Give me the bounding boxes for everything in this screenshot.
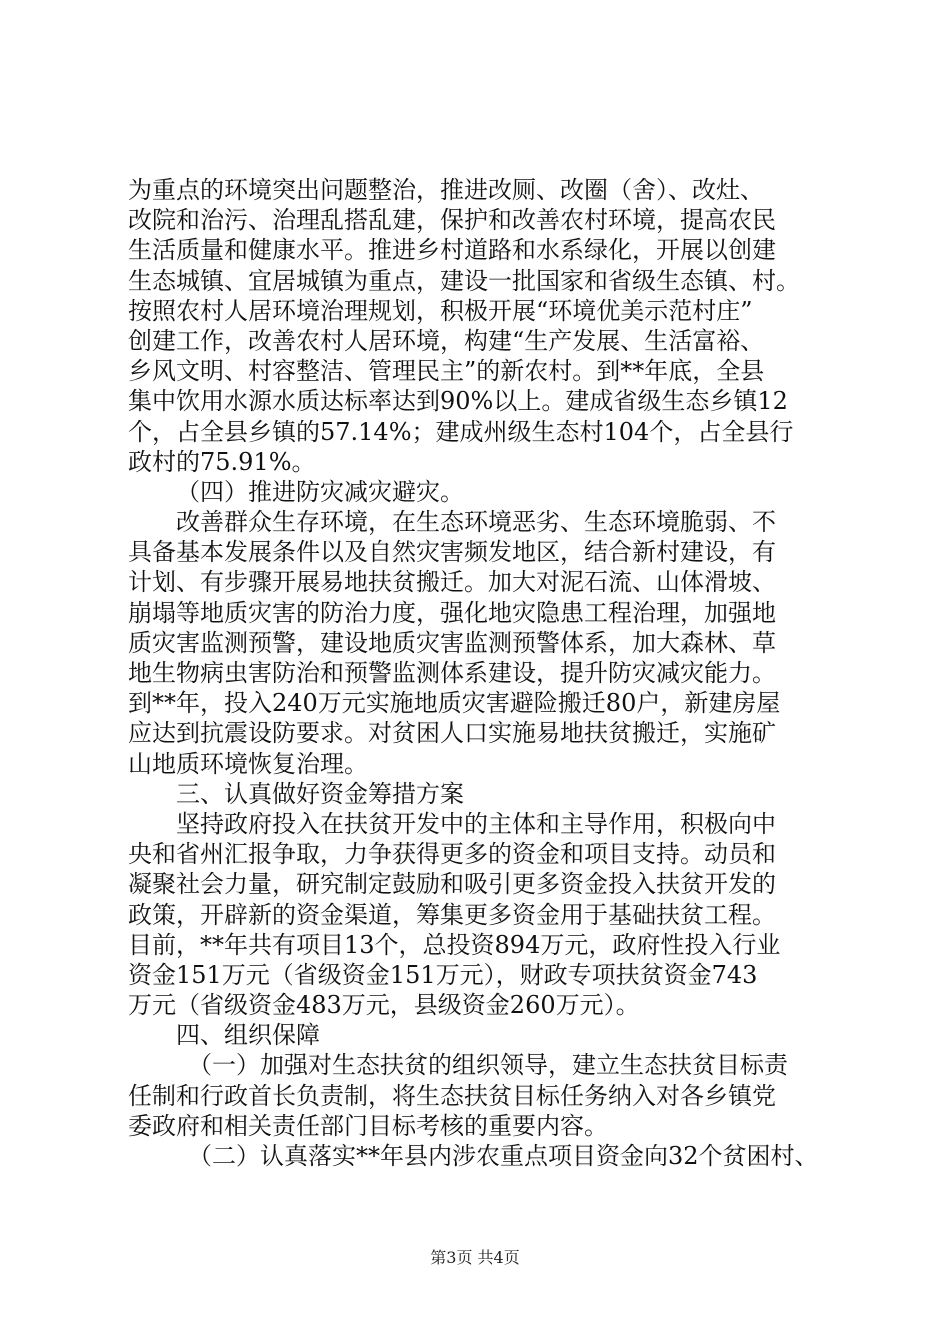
text-line: 到**年，投入240万元实施地质灾害避险搬迁80户，新建房屋 (128, 689, 781, 718)
text-line: 改院和治污、治理乱搭乱建，保护和改善农村环境，提高农民 (128, 206, 776, 235)
text-line: 政村的75.91%。 (128, 447, 316, 476)
text-line: 凝聚社会力量，研究制定鼓励和吸引更多资金投入扶贫开发的 (128, 870, 776, 899)
text-line: 集中饮用水源水质达标率达到90%以上。建成省级生态乡镇12 (128, 387, 788, 416)
text-line: 四、组织保障 (176, 1021, 320, 1050)
text-line: 个，占全县乡镇的57.14%；建成州级生态村104个，占全县行 (128, 417, 794, 446)
text-line: 生态城镇、宜居城镇为重点，建设一批国家和省级生态镇、村。 (128, 266, 800, 295)
text-line: 坚持政府投入在扶贫开发中的主体和主导作用，积极向中 (176, 809, 776, 838)
text-line: 计划、有步骤开展易地扶贫搬迁。加大对泥石流、山体滑坡、 (128, 568, 776, 597)
text-line: 央和省州汇报争取，力争获得更多的资金和项目支持。动员和 (128, 840, 776, 869)
text-line: 万元（省级资金483万元，县级资金260万元）。 (128, 991, 640, 1020)
page-footer: 第3页 共4页 (430, 1248, 520, 1267)
text-line: 创建工作，改善农村人居环境，构建“生产发展、生活富裕、 (128, 326, 765, 355)
text-line: （二）认真落实**年县内涉农重点项目资金向32个贫困村、 (188, 1142, 819, 1170)
text-line: 具备基本发展条件以及自然灾害频发地区，结合新村建设，有 (128, 538, 776, 567)
text-line: 山地质环境恢复治理。 (128, 749, 368, 778)
text-line: 应达到抗震设防要求。对贫困人口实施易地扶贫搬迁，实施矿 (128, 719, 776, 748)
text-line: 政策，开辟新的资金渠道，筹集更多资金用于基础扶贫工程。 (128, 900, 776, 929)
text-line: 目前，**年共有项目13个，总投资894万元，政府性投入行业 (128, 930, 781, 959)
text-line: 地生物病虫害防治和预警监测体系建设，提升防灾减灾能力。 (128, 659, 776, 687)
text-line: 生活质量和健康水平。推进乡村道路和水系绿化，开展以创建 (128, 236, 776, 265)
text-line: 三、认真做好资金筹措方案 (176, 779, 464, 808)
text-line: 按照农村人居环境治理规划，积极开展“环境优美示范村庄” (128, 296, 753, 325)
text-line: 为重点的环境突出问题整治，推进改厕、改圈（舍）、改灶、 (128, 176, 764, 204)
text-line: 崩塌等地质灾害的防治力度，强化地灾隐患工程治理，加强地 (128, 598, 776, 627)
text-line: （一）加强对生态扶贫的组织领导，建立生态扶贫目标责 (188, 1051, 788, 1080)
text-line: 委政府和相关责任部门目标考核的重要内容。 (128, 1111, 608, 1140)
text-line: 质灾害监测预警，建设地质灾害监测预警体系，加大森林、草 (128, 628, 776, 657)
text-line: 资金151万元（省级资金151万元），财政专项扶贫资金743 (128, 960, 758, 989)
text-line: 乡风文明、村容整洁、管理民主”的新农村。到**年底，全县 (128, 357, 765, 386)
document-body (128, 175, 848, 1171)
text-line: 任制和行政首长负责制，将生态扶贫目标任务纳入对各乡镇党 (128, 1081, 776, 1110)
text-line: 改善群众生存环境，在生态环境恶劣、生态环境脆弱、不 (176, 508, 776, 537)
text-line: （四）推进防灾减灾避灾。 (176, 477, 464, 506)
